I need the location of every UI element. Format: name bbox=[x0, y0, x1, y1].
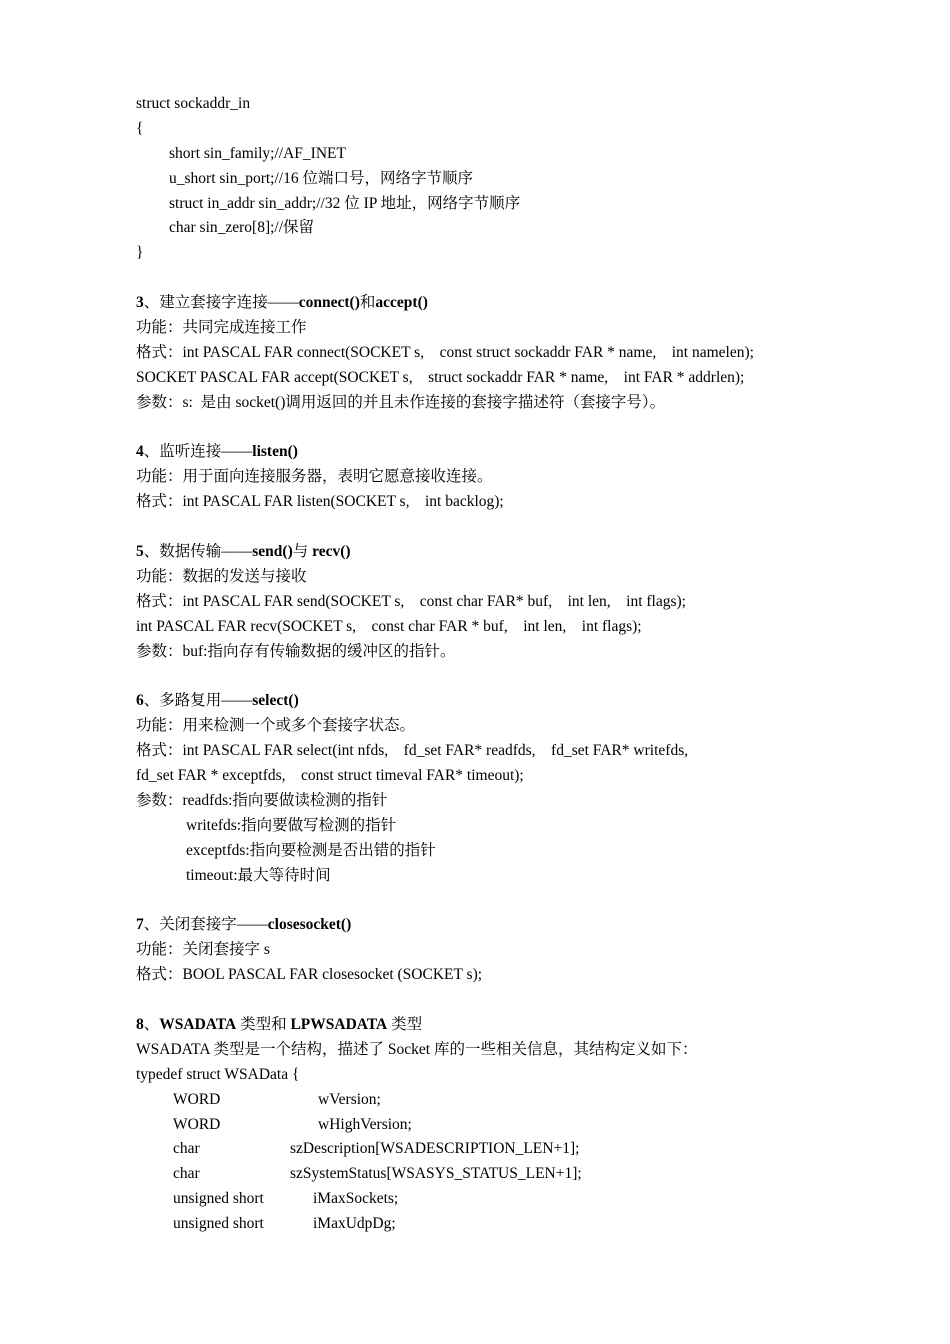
field-name: wHighVersion; bbox=[318, 1115, 412, 1133]
paragraph: SOCKET PASCAL FAR accept(SOCKET s, struct sockaddr FAR * name, int FAR * addrlen); bbox=[136, 368, 745, 386]
paragraph: 功能：数据的发送与接收 bbox=[136, 567, 307, 585]
paragraph: int PASCAL FAR recv(SOCKET s, const char FAR * buf, int len, int flags); bbox=[136, 617, 642, 635]
field-type: unsigned short bbox=[173, 1190, 264, 1208]
code-line: struct sockaddr_in bbox=[136, 95, 251, 112]
section-number: 3 bbox=[136, 294, 144, 312]
function-name: connect() bbox=[298, 294, 360, 312]
section-title: 类型 bbox=[387, 1015, 423, 1033]
paragraph: 格式：BOOL PASCAL FAR closesocket (SOCKET s); bbox=[136, 966, 483, 984]
field-type: unsigned short bbox=[173, 1215, 264, 1233]
section-heading bbox=[136, 440, 926, 465]
section-number: 7 bbox=[136, 916, 144, 934]
section-heading bbox=[136, 291, 926, 316]
field-type: WORD bbox=[173, 1115, 221, 1133]
paragraph: 格式：int PASCAL FAR listen(SOCKET s, int backlog); bbox=[136, 493, 504, 511]
paragraph: exceptfds:指向要检测是否出错的指针 bbox=[186, 841, 436, 859]
type-name: WSADATA bbox=[159, 1015, 237, 1033]
code-line: { bbox=[136, 119, 144, 137]
section-title: 、多路复用—— bbox=[143, 692, 253, 710]
paragraph: 参数：s: 是由 socket()调用返回的并且未作连接的套接字描述符（套接字号）。 bbox=[136, 393, 666, 411]
paragraph: 格式：int PASCAL FAR connect(SOCKET s, const struct sockaddr FAR * name, int namelen); bbox=[136, 343, 754, 361]
paragraph: timeout:最大等待时间 bbox=[186, 866, 331, 884]
section-title: 、监听连接—— bbox=[143, 443, 253, 461]
field-type: WORD bbox=[173, 1090, 221, 1108]
paragraph: 参数：buf:指向存有传输数据的缓冲区的指针。 bbox=[136, 642, 456, 660]
section-number: 6 bbox=[136, 692, 144, 710]
section-number: 8 bbox=[136, 1015, 144, 1033]
type-name: LPWSADATA bbox=[290, 1015, 388, 1033]
section-title: 类型和 bbox=[236, 1015, 291, 1033]
section-heading bbox=[136, 1013, 926, 1038]
paragraph: fd_set FAR * exceptfds, const struct timeval FAR* timeout); bbox=[136, 767, 524, 785]
function-name: send() bbox=[252, 543, 293, 561]
field-type: char bbox=[173, 1140, 200, 1158]
struct-field bbox=[136, 1187, 926, 1212]
section-title: 、数据传输—— bbox=[143, 543, 253, 561]
section-title-joiner: 和 bbox=[359, 294, 376, 312]
code-line: struct in_addr sin_addr;//32 位 IP 地址，网络字节顺序 bbox=[169, 194, 521, 212]
section-heading bbox=[136, 540, 926, 565]
section-title: 、 bbox=[143, 1015, 160, 1033]
paragraph: 功能：共同完成连接工作 bbox=[136, 319, 307, 337]
function-name: listen() bbox=[252, 443, 298, 461]
paragraph: 参数：readfds:指向要做读检测的指针 bbox=[136, 791, 388, 809]
field-name: iMaxSockets; bbox=[313, 1190, 399, 1208]
field-type: char bbox=[173, 1165, 200, 1183]
paragraph: 功能：用来检测一个或多个套接字状态。 bbox=[136, 717, 416, 735]
field-name: wVersion; bbox=[318, 1090, 381, 1108]
struct-field bbox=[136, 1137, 926, 1162]
document-page bbox=[136, 92, 926, 1237]
function-name: closesocket() bbox=[267, 916, 352, 934]
section-title-joiner: 与 bbox=[292, 543, 313, 561]
function-name: select() bbox=[252, 692, 299, 710]
section-heading bbox=[136, 913, 926, 938]
section-number: 5 bbox=[136, 543, 144, 561]
function-name: accept() bbox=[375, 294, 428, 312]
code-line: } bbox=[136, 244, 144, 262]
paragraph: WSADATA 类型是一个结构，描述了 Socket 库的一些相关信息，其结构定义如下： bbox=[136, 1040, 698, 1058]
function-name: recv() bbox=[312, 543, 351, 561]
code-line: char sin_zero[8];//保留 bbox=[169, 219, 315, 237]
struct-field bbox=[136, 1162, 926, 1187]
paragraph: 功能：用于面向连接服务器，表明它愿意接收连接。 bbox=[136, 468, 493, 486]
field-name: szSystemStatus[WSASYS_STATUS_LEN+1]; bbox=[290, 1165, 582, 1183]
struct-field bbox=[136, 1088, 926, 1113]
section-title: 、建立套接字连接—— bbox=[143, 294, 299, 312]
section-heading bbox=[136, 689, 926, 714]
paragraph: 格式：int PASCAL FAR select(int nfds, fd_set FAR* readfds, fd_set FAR* writefds, bbox=[136, 742, 689, 760]
code-line: typedef struct WSAData { bbox=[136, 1065, 300, 1083]
code-line: short sin_family;//AF_INET bbox=[169, 144, 346, 162]
paragraph: writefds:指向要做写检测的指针 bbox=[186, 816, 397, 834]
struct-field bbox=[136, 1212, 926, 1237]
struct-field bbox=[136, 1113, 926, 1138]
paragraph: 格式：int PASCAL FAR send(SOCKET s, const char FAR* buf, int len, int flags); bbox=[136, 592, 686, 610]
field-name: iMaxUdpDg; bbox=[313, 1215, 396, 1233]
section-number: 4 bbox=[136, 443, 144, 461]
code-line: u_short sin_port;//16 位端口号，网络字节顺序 bbox=[169, 169, 473, 187]
field-name: szDescription[WSADESCRIPTION_LEN+1]; bbox=[290, 1140, 580, 1158]
paragraph: 功能：关闭套接字 s bbox=[136, 941, 270, 959]
section-title: 、关闭套接字—— bbox=[143, 916, 268, 934]
